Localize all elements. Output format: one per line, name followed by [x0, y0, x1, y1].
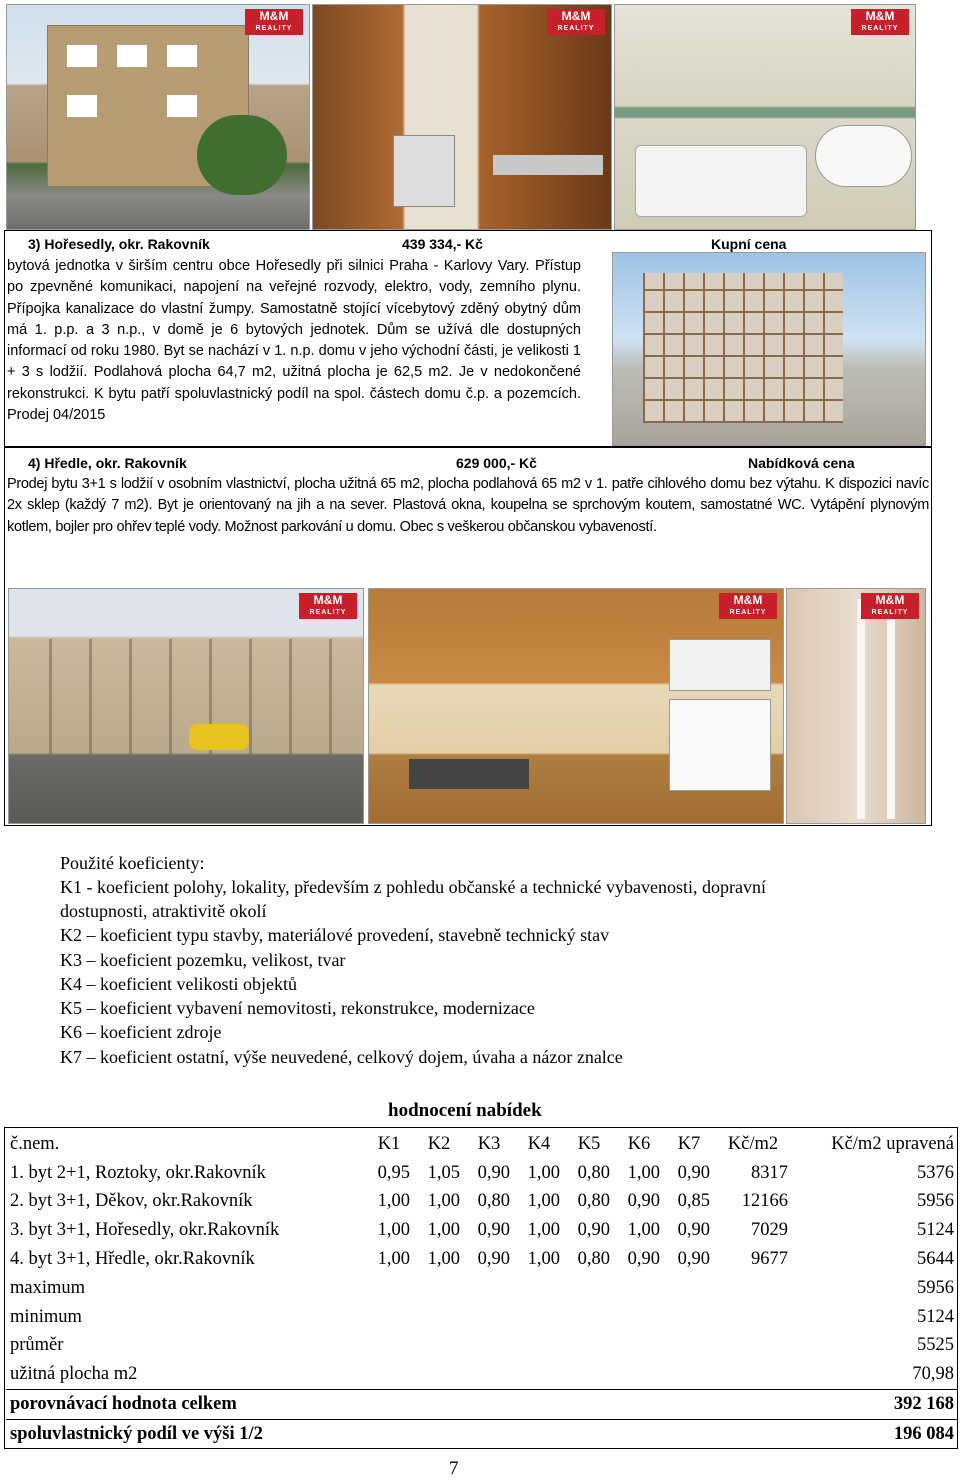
cell: 1,00 [527, 1220, 560, 1241]
cell: 12166 [741, 1191, 788, 1212]
header-cell: K2 [427, 1133, 451, 1154]
cell: 7029 [751, 1220, 788, 1241]
summary-row-area [6, 1360, 958, 1389]
cell: 1,00 [527, 1191, 560, 1212]
total-row [6, 1390, 958, 1420]
table-row [6, 1245, 958, 1274]
cell: 0,95 [377, 1162, 410, 1183]
watermark-logo: M&M REALITY [851, 9, 909, 35]
header-cell: Kč/m2 [727, 1133, 779, 1154]
watermark-logo: M&M REALITY [547, 9, 605, 35]
share-value: 196 084 [893, 1423, 954, 1444]
cell: 8317 [751, 1162, 788, 1183]
listing-3-price: 439 334,- Kč [402, 236, 483, 252]
coefficient-k5: K5 – koeficient vybavení nemovitosti, rekonstrukce, modernizace [60, 998, 535, 1018]
photo-kitchen-hredle [368, 588, 784, 824]
listing-4-title: 4) Hředle, okr. Rakovník [28, 455, 187, 471]
total-label: porovnávací hodnota celkem [10, 1394, 237, 1415]
table-header-row [6, 1130, 958, 1159]
coefficient-k3: K3 – koeficient pozemku, velikost, tvar [60, 950, 346, 970]
cell: 5956 [917, 1191, 954, 1212]
table-row [6, 1188, 958, 1217]
photo-kitchen-horesedly [312, 4, 612, 230]
coefficient-k2: K2 – koeficient typu stavby, materiálové provedení, stavebně technický stav [60, 925, 610, 945]
cell: 0,90 [627, 1191, 660, 1212]
header-cell: K5 [577, 1133, 601, 1154]
cell: 0,90 [477, 1162, 510, 1183]
cell: 2. byt 3+1, Děkov, okr.Rakovník [10, 1191, 253, 1212]
cell: 0,90 [477, 1220, 510, 1241]
watermark-logo: M&M REALITY [719, 593, 777, 619]
share-label: spoluvlastnický podíl ve výši 1/2 [10, 1423, 263, 1444]
cell: 0,80 [577, 1191, 610, 1212]
watermark-logo: M&M REALITY [299, 593, 357, 619]
cell: 0,80 [577, 1249, 610, 1270]
summary-label: průměr [10, 1335, 64, 1356]
cell: 0,90 [677, 1162, 710, 1183]
cell: 1,00 [527, 1162, 560, 1183]
cell: 1,00 [377, 1249, 410, 1270]
page-number: 7 [449, 1458, 459, 1479]
cell: 0,90 [477, 1249, 510, 1270]
header-cell: K4 [527, 1133, 551, 1154]
cell: 1,00 [527, 1249, 560, 1270]
listing-4-description: Prodej bytu 3+1 s lodžií v osobním vlastnictví, plocha užitná 65 m2, plocha podlahová 65 m2 v 1. patře cihlového domu bez výtahu. K dispozici navíc 2x sklep (každý 7 m2). Byt je orientovaný na jih a na sever. Plastová okna, koupelna se sprchovým koutem, samostatné WC. Vytápění plynovým kotlem, bojler pro ohřev teplé vody. Možnost parkování u domu. Obec s veškerou občanskou vybaveností. [7, 476, 929, 535]
listing-3-description: bytová jednotka v širším centru obce Hořesedly při silnici Praha - Karlovy Vary. Přístup po zpevněné komunikaci, napojení na veřejné rozvody, elektro, vody, zemního plynu. Přípojka kanalizace do vlastní žumpy. Samostatně stojící vícebytový zděný obytný dům má 1. p.p. a 3 n.p., v domě je 6 bytových jednotek. Dům se užívá dle dostupných informací od roku 1980. Byt se nachází v 1. n.p. domu v jeho východní části, je velikosti 1 + 3 s lodžií. Podlahová plocha 64,7 m2, užitná plocha je 62,5 m2. Je v nedokončené rekonstrukci. K bytu patří spoluvlastnický podíl na spol. částech domu č.p. a pozemcích. Prodej 04/2015 [7, 258, 581, 424]
summary-label: maximum [10, 1277, 86, 1298]
cell: 0,85 [677, 1191, 710, 1212]
cell: 0,90 [577, 1220, 610, 1241]
coefficient-k4: K4 – koeficient velikosti objektů [60, 974, 297, 994]
listing-3-title: 3) Hořesedly, okr. Rakovník [28, 236, 210, 252]
cell: 5124 [917, 1220, 954, 1241]
cell: 0,90 [627, 1249, 660, 1270]
watermark-logo: M&M REALITY [861, 593, 919, 619]
header-cell: Kč/m2 upravená [831, 1133, 954, 1154]
cell: 1,00 [377, 1191, 410, 1212]
table-row [6, 1216, 958, 1245]
cell: 9677 [751, 1249, 788, 1270]
photo-building-hredle [8, 588, 364, 824]
cell: 1,05 [427, 1162, 460, 1183]
summary-row-average [6, 1332, 958, 1361]
table-title: hodnocení nabídek [388, 1100, 542, 1121]
summary-label: užitná plocha m2 [10, 1364, 138, 1385]
listing-4-price: 629 000,- Kč [456, 455, 537, 471]
coefficient-k7: K7 – koeficient ostatní, výše neuvedené, celkový dojem, úvaha a názor znalce [60, 1047, 623, 1067]
cell: 1,00 [377, 1220, 410, 1241]
summary-row-maximum [6, 1274, 958, 1303]
cell: 5376 [917, 1162, 954, 1183]
header-cell: K3 [477, 1133, 501, 1154]
photo-building-horesedly [6, 4, 310, 230]
photo-bathroom-hredle [786, 588, 926, 824]
summary-value: 70,98 [912, 1364, 954, 1385]
share-row [6, 1419, 958, 1448]
cell: 4. byt 3+1, Hředle, okr.Rakovník [10, 1249, 255, 1270]
header-cell: K7 [677, 1133, 701, 1154]
watermark-logo: M&M REALITY [245, 9, 303, 35]
cell: 0,80 [577, 1162, 610, 1183]
evaluation-table [6, 1130, 958, 1449]
cell: 1,00 [627, 1162, 660, 1183]
summary-value: 5124 [917, 1306, 954, 1327]
coefficients-title: Použité koeficienty: [60, 853, 205, 873]
cell: 0,90 [677, 1220, 710, 1241]
header-cell: č.nem. [10, 1133, 60, 1154]
listing-4-price-type: Nabídková cena [748, 455, 855, 471]
cell: 1,00 [427, 1191, 460, 1212]
cell: 1,00 [627, 1220, 660, 1241]
summary-value: 5956 [917, 1277, 954, 1298]
summary-row-minimum [6, 1303, 958, 1332]
coefficient-k1-cont: dostupnosti, atraktivitě okolí [60, 901, 267, 921]
total-value: 392 168 [893, 1394, 954, 1415]
table-row [6, 1159, 958, 1188]
header-cell: K6 [627, 1133, 651, 1154]
cell: 5644 [917, 1249, 954, 1270]
photo-bathroom-horesedly [614, 4, 916, 230]
coefficient-k6: K6 – koeficient zdroje [60, 1022, 222, 1042]
cell: 1. byt 2+1, Roztoky, okr.Rakovník [10, 1162, 266, 1183]
cell: 0,90 [677, 1249, 710, 1270]
coefficient-k1: K1 - koeficient polohy, lokality, především z pohledu občanské a technické vybavenosti, dopravní [60, 877, 766, 897]
cell: 1,00 [427, 1220, 460, 1241]
summary-value: 5525 [917, 1335, 954, 1356]
cell: 1,00 [427, 1249, 460, 1270]
cell: 0,80 [477, 1191, 510, 1212]
summary-label: minimum [10, 1306, 82, 1327]
header-cell: K1 [377, 1133, 401, 1154]
photo-building-scaffolding [612, 252, 926, 446]
listing-3-price-type: Kupní cena [711, 236, 787, 252]
cell: 3. byt 3+1, Hořesedly, okr.Rakovník [10, 1220, 280, 1241]
